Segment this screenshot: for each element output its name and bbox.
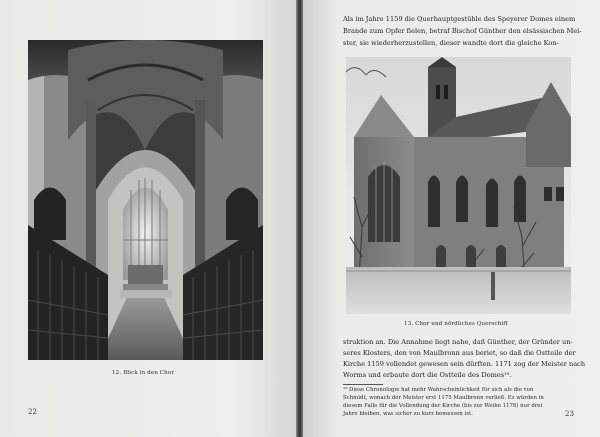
photo-caption-church: 13. Chor und nördliches Querschiff: [404, 321, 508, 327]
book-gutter: [296, 0, 303, 437]
footnote-line: Jahre bleiben, was sicher zu kurz bemessen ist.: [343, 411, 473, 417]
footnote-line: ¹⁹ Diese Chronologie hat mehr Wahrscheinlichkeit für sich als die von: [343, 387, 534, 393]
text-line: Als im Jahre 1159 die Querhauptgestühle des Speyerer Domes einem: [343, 15, 576, 23]
church-exterior-photo: [346, 57, 571, 314]
left-page: [0, 0, 296, 437]
photo-caption-choir: 12. Blick in den Chor: [112, 370, 175, 376]
text-line: struktion an. Die Annahme liegt nahe, daß Günther, der Gründer un-: [343, 338, 573, 346]
text-line: seres Klosters, den von Maulbronn aus beriet, so daß die Ostteile der: [343, 349, 576, 357]
page-number-left: 22: [28, 408, 37, 416]
footnote-line: diesem Falle für die Vollendung der Kirche (bis zur Weihe 1178) nur drei: [343, 403, 543, 409]
text-line: Worms und erbaute dort die Ostteile des Domes¹⁹.: [343, 371, 512, 379]
text-line: Brande zum Opfer fielen, betraf Bischof Günther den elsässischen Mei-: [343, 27, 582, 35]
footnote-line: Schmidt, wonach der Meister erst 1175 Maulbronn verließ. Es würden in: [343, 395, 544, 401]
page-number-right: 23: [565, 410, 574, 418]
choir-interior-photo: [28, 40, 263, 360]
footnote-rule: [343, 384, 383, 385]
text-line: Kirche 1159 vollendet gewesen sein dürften. 1171 zog der Meister nach: [343, 360, 586, 368]
text-line: ster, sie wiederherzustellen, dieser wandte dort die gleiche Kon-: [343, 39, 559, 47]
